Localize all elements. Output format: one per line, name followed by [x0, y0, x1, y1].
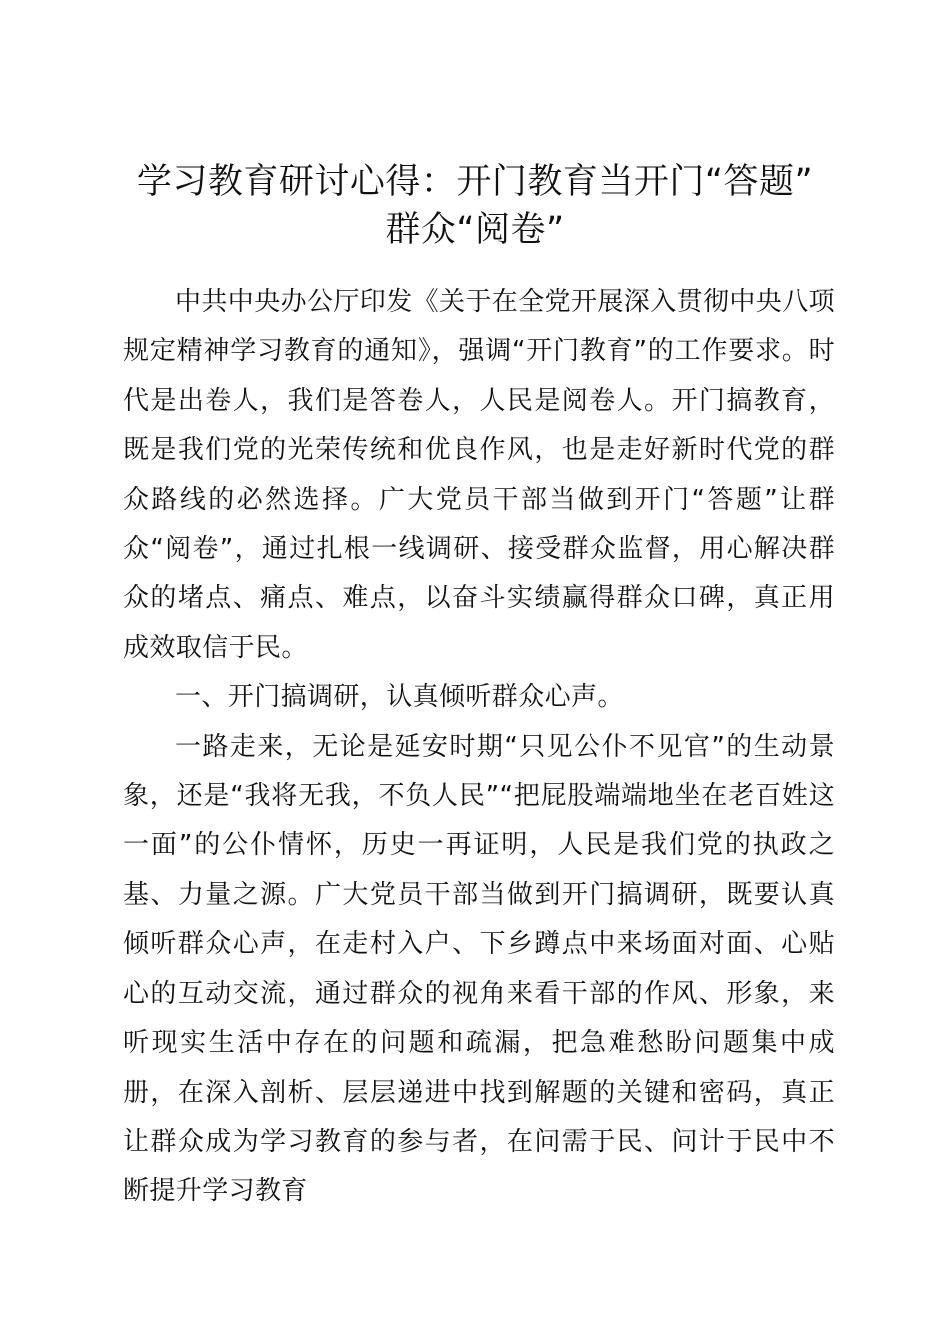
document-title-line-2: 群众“阅卷”	[385, 210, 565, 250]
paragraph-section-1: 一路走来，无论是延安时期“只见公仆不见官”的生动景象，还是“我将无我，不负人民”“把屁股端端地坐在老百姓这一面”的公仆情怀，历史一再证明，人民是我们党的执政之基、力量之源。广大党员干部当做到开门搞调研，既要认真倾听群众心声，在走村入户、下乡蹲点中来场面对面、心贴心的互动交流，通过群众的视角来看干部的作风、形象，来听现实生活中存在的问题和疏漏，把急难愁盼问题集中成册，在深入剖析、层层递进中找到解题的关键和密码，真正让群众成为学习教育的参与者，在问需于民、问计于民中不断提升学习教育	[123, 731, 835, 1207]
section-heading-1: 一、开门搞调研，认真倾听群众心声。	[175, 682, 624, 713]
paragraph-intro: 中共中央办公厅印发《关于在全党开展深入贯彻中央八项规定精神学习教育的通知》，强调“开门教育”的工作要求。时代是出卷人，我们是答卷人，人民是阅卷人。开门搞教育，既是我们党的光荣传统和优良作风，也是走好新时代党的群众路线的必然选择。广大党员干部当做到开门“答题”让群众“阅卷”，通过扎根一线调研、接受群众监督，用心解决群众的堵点、痛点、难点，以奋斗实绩赢得群众口碑，真正用成效取信于民。	[123, 287, 836, 663]
document-title-line-1: 学习教育研讨心得：开门教育当开门“答题”	[136, 162, 814, 202]
document-body	[123, 278, 835, 1217]
